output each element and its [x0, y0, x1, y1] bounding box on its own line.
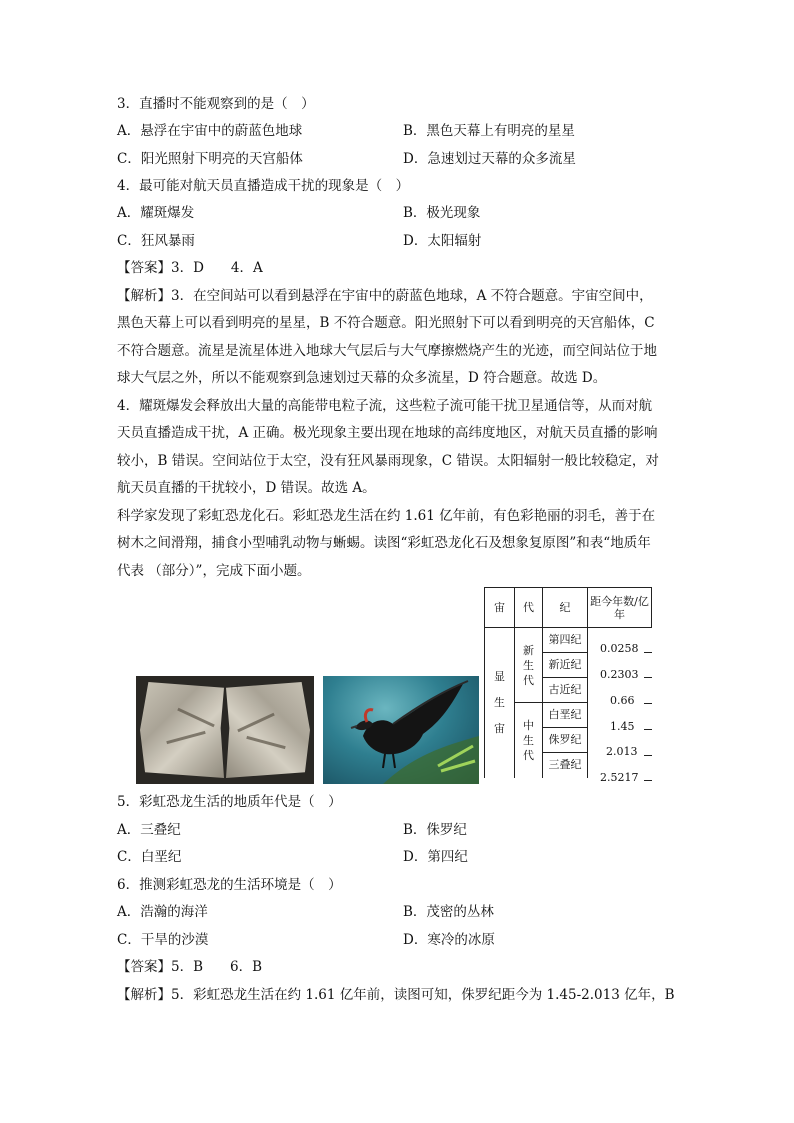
- age-value: 2.5217: [599, 771, 639, 784]
- age-tick: [644, 677, 652, 678]
- geologic-time-table: [484, 587, 652, 784]
- q5-option-a: A．三叠纪: [117, 822, 181, 838]
- q4-option-b: B．极光现象: [403, 205, 481, 221]
- q6-stem: 6．推测彩虹恐龙的生活环境是（ ）: [117, 877, 342, 893]
- fossil-slab-left: [140, 682, 224, 778]
- age-tick: [644, 652, 652, 653]
- era-mesozoic-cell: [515, 703, 543, 778]
- q6-option-d: D．寒冷的冰原: [403, 932, 495, 948]
- period-cell: 古近纪: [543, 678, 588, 703]
- table-header-eon: 宙: [485, 588, 515, 628]
- intro-line: 代表 （部分）”，完成下面小题。: [117, 563, 311, 579]
- q6-option-a: A．浩瀚的海洋: [117, 904, 208, 920]
- q3-option-d: D．急速划过天幕的众多流星: [403, 151, 576, 167]
- eon-cell: [485, 628, 515, 778]
- age-column: [587, 628, 651, 784]
- table-header-period: 纪: [543, 588, 588, 628]
- era-cenozoic-label: 新生代: [523, 643, 535, 687]
- period-cell: 三叠纪: [543, 753, 588, 778]
- q5-option-d: D．第四纪: [403, 849, 468, 865]
- q3-option-a: A．悬浮在宇宙中的蔚蓝色地球: [117, 123, 303, 139]
- era-cenozoic-cell: [515, 628, 543, 703]
- q3-option-c: C．阳光照射下明亮的天宫船体: [117, 151, 303, 167]
- q5-option-b: B．侏罗纪: [403, 822, 467, 838]
- q6-option-c: C．干旱的沙漠: [117, 932, 209, 948]
- q4-stem: 4．最可能对航天员直播造成干扰的现象是（ ）: [117, 178, 410, 194]
- analysis-line: 4．耀斑爆发会释放出大量的高能带电粒子流，这些粒子流可能干扰卫星通信等，从而对航: [117, 398, 653, 414]
- table-header-era: 代: [515, 588, 543, 628]
- analysis-line: 球大气层之外，所以不能观察到急速划过天幕的众多流星，D 符合题意。故选 D。: [117, 370, 607, 386]
- analysis-line: 航天员直播的干扰较小，D 错误。故选 A。: [117, 480, 376, 496]
- q3-option-b: B．黑色天幕上有明亮的星星: [403, 123, 575, 139]
- eon-label: 显生宙: [494, 669, 505, 735]
- period-cell: 第四纪: [543, 628, 588, 653]
- q5-stem: 5．彩虹恐龙生活的地质年代是（ ）: [117, 794, 342, 810]
- age-value: 0.2303: [599, 668, 639, 681]
- age-tick: [644, 729, 652, 730]
- q4-option-a: A．耀斑爆发: [117, 205, 195, 221]
- analysis-line: 【解析】3．在空间站可以看到悬浮在宇宙中的蔚蓝色地球，A 不符合题意。宇宙空间中，: [117, 288, 653, 304]
- intro-line: 树木之间滑翔，捕食小型哺乳动物与蜥蜴。读图“彩虹恐龙化石及想象复原图”和表“地质年: [117, 535, 651, 551]
- q4-option-c: C．狂风暴雨: [117, 233, 195, 249]
- q4-option-d: D．太阳辐射: [403, 233, 482, 249]
- age-tick: [644, 703, 652, 704]
- dinosaur-illustration: [323, 676, 479, 784]
- age-value: 1.45: [609, 720, 635, 733]
- analysis-line: 不符合题意。流星是流星体进入地球大气层后与大气摩擦燃烧产生的光迹，而空间站位于地: [117, 343, 657, 359]
- q6-option-b: B．茂密的丛林: [403, 904, 494, 920]
- analysis-line: 【解析】5．彩虹恐龙生活在约 1.61 亿年前，读图可知，侏罗纪距今为 1.45-2.013 亿年，B: [117, 987, 675, 1003]
- age-tick: [644, 780, 652, 781]
- answer-5-6: 【答案】5．B 6．B: [117, 959, 263, 975]
- q3-stem: 3．直播时不能观察到的是（ ）: [117, 96, 315, 112]
- period-cell: 新近纪: [543, 653, 588, 678]
- age-tick: [644, 755, 652, 756]
- analysis-line: 天员直播造成干扰，A 正确。极光现象主要出现在地球的高纬度地区，对航天员直播的影响: [117, 425, 658, 441]
- q5-option-c: C．白垩纪: [117, 849, 182, 865]
- fossil-photo: [136, 676, 314, 784]
- era-mesozoic-label: 中生代: [523, 718, 535, 762]
- analysis-line: 黑色天幕上可以看到明亮的星星，B 不符合题意。阳光照射下可以看到明亮的天宫船体，C: [117, 315, 655, 331]
- dinosaur-reconstruction-image: [323, 676, 479, 784]
- answer-3-4: 【答案】3．D 4．A: [117, 260, 263, 276]
- table-header-age: 距今年数/亿年: [587, 588, 651, 628]
- age-value: 0.66: [609, 694, 635, 707]
- intro-line: 科学家发现了彩虹恐龙化石。彩虹恐龙生活在约 1.61 亿年前，有色彩艳丽的羽毛，善于在: [117, 508, 656, 524]
- analysis-line: 较小，B 错误。空间站位于太空，没有狂风暴雨现象，C 错误。太阳辐射一般比较稳定，对: [117, 453, 659, 469]
- age-value: 2.013: [605, 745, 638, 758]
- age-value: 0.0258: [599, 642, 639, 655]
- period-cell: 侏罗纪: [543, 728, 588, 753]
- period-cell: 白垩纪: [543, 703, 588, 728]
